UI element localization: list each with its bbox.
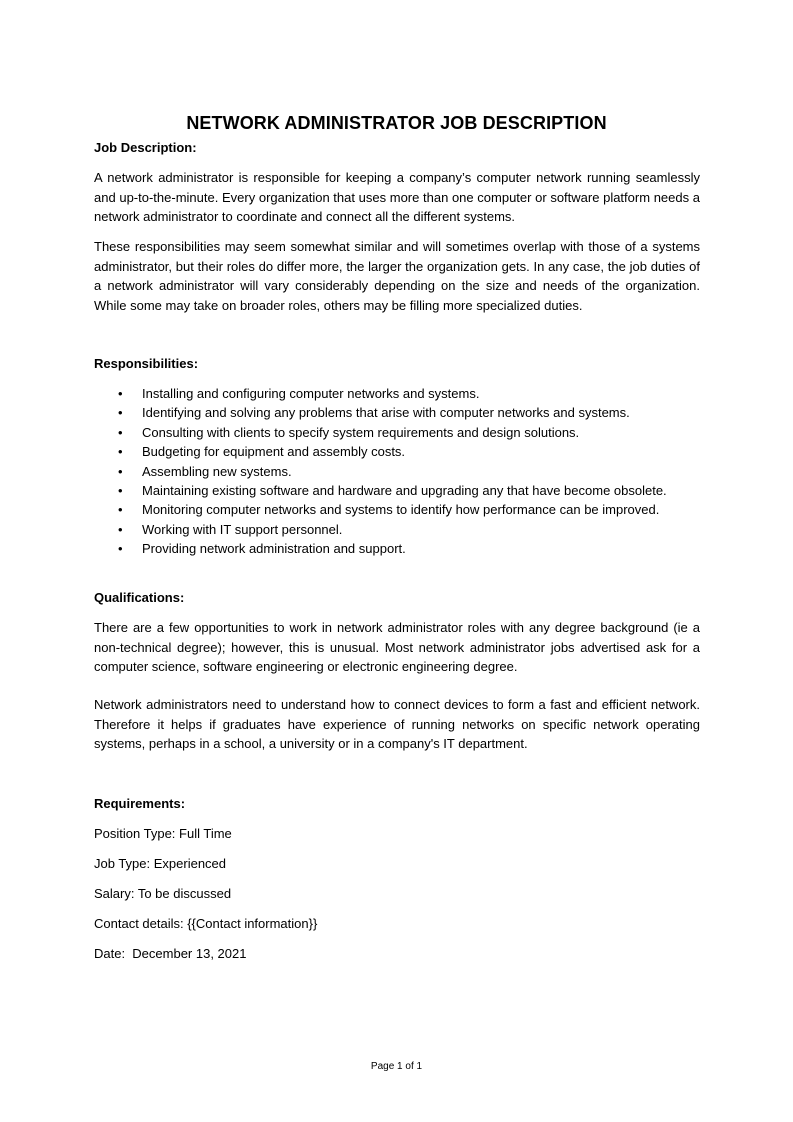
position-type: Position Type: Full Time <box>94 826 232 841</box>
job-description-paragraph-2-block <box>94 237 700 315</box>
contact-block <box>94 914 700 934</box>
requirements-section <box>94 794 700 814</box>
job-description-section <box>94 138 700 158</box>
bullet: • <box>118 463 123 479</box>
responsibilities-list-block <box>94 384 734 559</box>
bullet: • <box>118 541 123 557</box>
qualifications-paragraph-2-block <box>94 695 700 754</box>
list-item <box>94 500 734 519</box>
list-item-text: Maintaining existing software and hardware and upgrading any that have become obsolete. <box>142 482 667 498</box>
list-item-text: Installing and configuring computer networks and systems. <box>142 386 480 401</box>
list-item-text: Working with IT support personnel. <box>142 521 343 537</box>
bullet: • <box>118 502 123 518</box>
list-item <box>94 481 734 500</box>
requirements-heading: Requirements: <box>94 796 186 811</box>
responsibilities-list <box>94 384 734 559</box>
bullet: • <box>118 482 123 498</box>
list-item <box>94 384 734 403</box>
list-item <box>94 403 734 422</box>
job-type: Job Type: Experienced <box>94 856 227 871</box>
qualifications-heading: Qualifications: <box>94 590 185 605</box>
document-title: NETWORK ADMINISTRATOR JOB DESCRIPTION <box>186 113 607 133</box>
list-item <box>94 442 734 461</box>
list-item <box>94 539 734 558</box>
list-item-text: Budgeting for equipment and assembly costs. <box>142 444 406 460</box>
job-type-block <box>94 854 700 874</box>
list-item <box>94 423 734 442</box>
bullet: • <box>118 444 123 460</box>
list-item-text: Assembling new systems. <box>142 463 292 479</box>
bullet: • <box>118 405 123 421</box>
job-description-paragraph-1-block <box>94 168 700 227</box>
qualifications-paragraph: There are a few opportunities to work in network administrator roles with any degree background (ie a non-technical degree); however, this is unusual. Most network administrator jobs advertised ask for a computer science, software engineering or electronic engineering degree. <box>94 620 700 675</box>
qualifications-paragraph: Network administrators need to understand how to connect devices to form a fast and efficient network. Therefore it helps if graduates have experience of running networks on specific network operating systems, perhaps in a school, a university or in a company's IT department. <box>94 697 700 752</box>
page-number: Page 1 of 1 <box>370 1061 423 1072</box>
qualifications-paragraph-1-block <box>94 618 700 677</box>
list-item-text: Providing network administration and support. <box>142 541 406 557</box>
list-item <box>94 462 734 481</box>
bullet: • <box>118 521 123 537</box>
responsibilities-heading: Responsibilities: <box>94 356 199 371</box>
contact-details: Contact details: {{Contact information}} <box>94 916 318 931</box>
position-type-block <box>94 824 700 844</box>
bullet: • <box>118 424 123 440</box>
salary-block <box>94 884 700 904</box>
list-item-text: Identifying and solving any problems that arise with computer networks and systems. <box>142 405 630 421</box>
job-description-paragraph: These responsibilities may seem somewhat similar and will sometimes overlap with those of a systems administrator, but their roles do differ more, the larger the organization gets. In any case, the job duties of a network administrator will vary considerably depending on the size and needs of the organization. While some may take on broader roles, others may be filling more specialized duties. <box>94 239 700 313</box>
salary: Salary: To be discussed <box>94 886 232 901</box>
list-item <box>94 520 734 539</box>
list-item-text: Consulting with clients to specify system requirements and design solutions. <box>142 424 580 440</box>
job-description-paragraph: A network administrator is responsible for keeping a company’s computer network running seamlessly and up-to-the-minute. Every organization that uses more than one computer or software platform needs a network administrator to coordinate and connect all the different systems. <box>94 170 700 225</box>
job-description-heading: Job Description: <box>94 140 197 155</box>
list-item-text: Monitoring computer networks and systems to identify how performance can be improved. <box>142 502 660 518</box>
bullet: • <box>118 386 123 401</box>
date: Date: December 13, 2021 <box>94 946 247 961</box>
responsibilities-section <box>94 354 700 374</box>
date-block <box>94 944 700 964</box>
qualifications-section <box>94 588 700 608</box>
